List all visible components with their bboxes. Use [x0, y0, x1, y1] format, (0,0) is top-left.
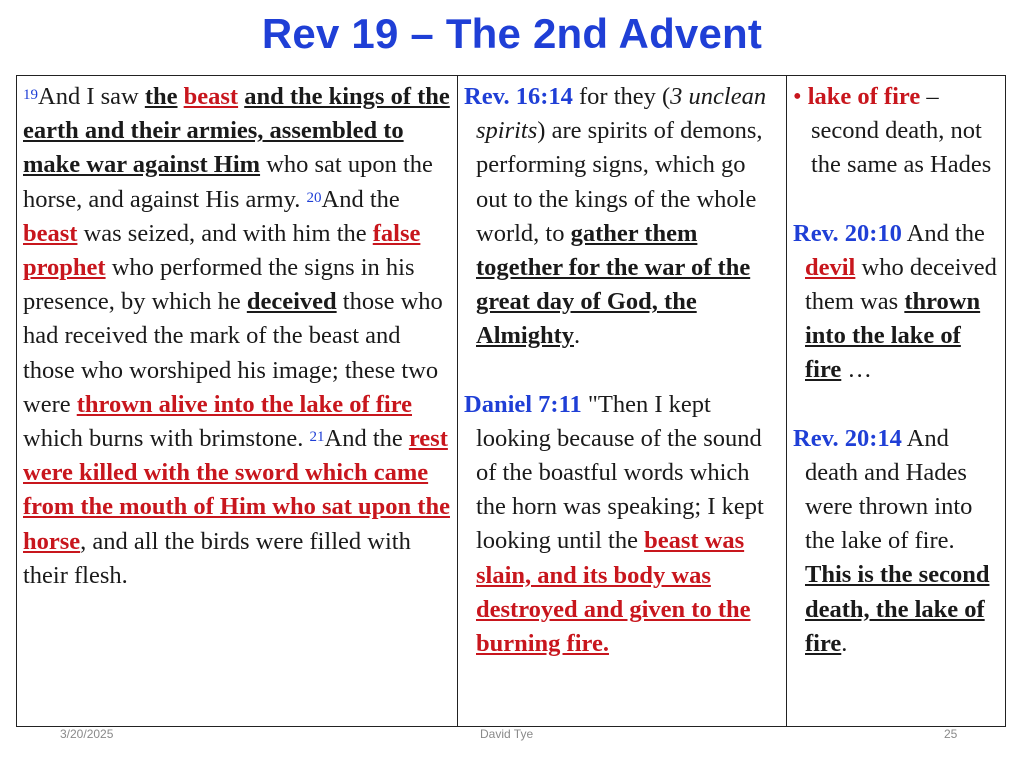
- footer-page-number: 25: [944, 727, 958, 741]
- emphasis-red: thrown alive into the lake of fire: [76, 390, 412, 418]
- ref-block: Rev. 16:14 for they (3 unclean spirits) are spirits of demons, performing signs, which go out to the kings of the whole world, to gather them together for the war of the great day of God, the Almighty.: [464, 83, 767, 350]
- text: And the: [321, 185, 400, 213]
- emphasis: and the kings of the earth and their armies, assembled to make war against Him: [23, 83, 450, 179]
- text: was seized, and with him the: [77, 219, 373, 247]
- verse-number: 19: [23, 87, 38, 103]
- column-revelation-19: [17, 76, 458, 727]
- verse-number: 21: [309, 429, 325, 446]
- emphasis-red: rest were killed with the sword which came from the mouth of Him who sat upon the horse: [23, 425, 450, 555]
- text: And the: [324, 425, 409, 453]
- reference: Rev. 20:10: [793, 219, 902, 247]
- italic-text: 3 unclean spirits: [476, 83, 767, 145]
- emphasis: gather them together for the war of the great day of God, the Almighty: [476, 219, 751, 350]
- content-table: [16, 75, 1006, 727]
- reference: Daniel 7:11: [464, 390, 582, 418]
- column-notes: [787, 76, 1006, 727]
- footer-date: 3/20/2025: [60, 727, 114, 741]
- ref-block: Rev. 20:14 And death and Hades were thrown into the lake of fire. This is the second death, the lake of fire.: [793, 424, 990, 657]
- text: which burns with brimstone.: [23, 425, 310, 453]
- emphasis-red: false prophet: [23, 219, 421, 282]
- ref-block: Rev. 20:10 And the devil who deceived them was thrown into the lake of fire …: [793, 219, 997, 384]
- bullet-icon: •: [793, 83, 802, 110]
- ref-block: Daniel 7:11 "Then I kept looking because of the sound of the boastful words which the horn was speaking; I kept looking until the beast was slain, and its body was destroyed and given to the burning fire.: [464, 390, 764, 658]
- emphasis-red: beast was slain, and its body was destroyed and given to the burning fire.: [476, 527, 751, 658]
- emphasis-red: beast: [23, 219, 78, 247]
- emphasis: the: [144, 83, 178, 110]
- text: who sat upon the horse, and against His army.: [23, 151, 433, 213]
- slide-title: Rev 19 – The 2nd Advent: [261, 10, 763, 57]
- emphasis-red: devil: [805, 253, 856, 281]
- emphasis: thrown into the lake of fire: [805, 288, 981, 384]
- emphasis: deceived: [246, 288, 337, 316]
- emphasis-red: beast: [183, 83, 239, 110]
- bullet-item: • lake of fire – second death, not the same as Hades: [793, 83, 992, 179]
- text: And I saw: [38, 83, 145, 110]
- text: who performed the signs in his presence, by which he: [23, 254, 415, 316]
- reference: Rev. 20:14: [793, 424, 902, 452]
- text: those who had received the mark of the beast and those who worshiped his image; these two were: [23, 288, 443, 418]
- reference: Rev. 16:14: [464, 83, 573, 110]
- column-cross-references: [458, 76, 787, 727]
- text: , and all the birds were filled with their flesh.: [23, 527, 411, 589]
- verse-number: 20: [306, 189, 322, 206]
- emphasis-red: lake of fire: [807, 83, 921, 110]
- footer-author: David Tye: [480, 727, 534, 741]
- emphasis: This is the second death, the lake of fire: [805, 561, 990, 657]
